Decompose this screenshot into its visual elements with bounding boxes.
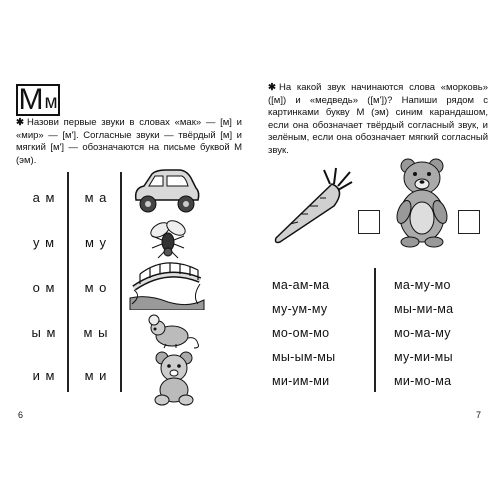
instruction-right xyxy=(268,82,488,157)
syllable-reverse: ы м xyxy=(31,325,57,340)
right-page xyxy=(250,0,500,500)
syllable-drill: мо-ма-му xyxy=(394,326,451,340)
carrot-icon xyxy=(272,166,354,246)
teddy-bear-icon xyxy=(150,350,198,406)
mouse-icon xyxy=(146,310,202,350)
answer-box-bear[interactable] xyxy=(458,210,480,234)
syllable-drill: ми-им-ми xyxy=(272,374,330,388)
syllable-direct: м и xyxy=(84,368,108,383)
letter-header xyxy=(16,84,60,116)
instruction-left-text: Назови первые звуки в словах «мак» — [м] и «мир» — [м']. Согласные звуки — твёрдый [м] и мягкий [м'] — обозначаются на письме буквой М (эм). xyxy=(16,117,242,166)
syllable-direct: м о xyxy=(84,280,108,295)
letter-uppercase: М xyxy=(18,83,44,116)
syllable-drill: му-ми-мы xyxy=(394,350,453,364)
syllable-drill: мы-ми-ма xyxy=(394,302,454,316)
syllable-drill: ми-мо-ма xyxy=(394,374,452,388)
page-number-right: 7 xyxy=(476,410,482,420)
syllable-reverse: а м xyxy=(32,190,56,205)
column-divider-right xyxy=(120,172,122,392)
syllable-drill: му-ум-му xyxy=(272,302,328,316)
page-number-left: 6 xyxy=(18,410,24,420)
bear-icon xyxy=(390,154,454,248)
star-icon: ✱ xyxy=(16,117,24,128)
syllable-drill: мы-ым-мы xyxy=(272,350,336,364)
letter-lowercase: м xyxy=(44,92,58,113)
syllable-reverse: у м xyxy=(32,235,56,250)
syllable-direct: м а xyxy=(84,190,108,205)
answer-box-carrot[interactable] xyxy=(358,210,380,234)
column-divider-left xyxy=(67,172,69,392)
car-icon xyxy=(130,166,202,216)
star-icon: ✱ xyxy=(268,82,276,93)
syllable-drill: ма-ам-ма xyxy=(272,278,330,292)
syllable-drill: мо-ом-мо xyxy=(272,326,330,340)
syllable-reverse: и м xyxy=(32,368,56,383)
drills-divider xyxy=(374,268,376,392)
syllable-reverse: о м xyxy=(32,280,56,295)
syllable-direct: м у xyxy=(84,235,108,250)
fly-icon xyxy=(146,216,190,260)
instruction-right-text: На какой звук начинаются слова «морковь» ([м]) и «медведь» ([м'])? Напиши рядом с картинками букву М (эм) синим карандашом, если она обозначает твёрдый согласный звук, и зелёным, если она обозначает мягкий согласный звук. xyxy=(268,82,488,156)
syllable-drill: ма-му-мо xyxy=(394,278,451,292)
syllable-direct: м ы xyxy=(83,325,109,340)
bridge-icon xyxy=(128,258,206,310)
instruction-left xyxy=(16,117,242,167)
